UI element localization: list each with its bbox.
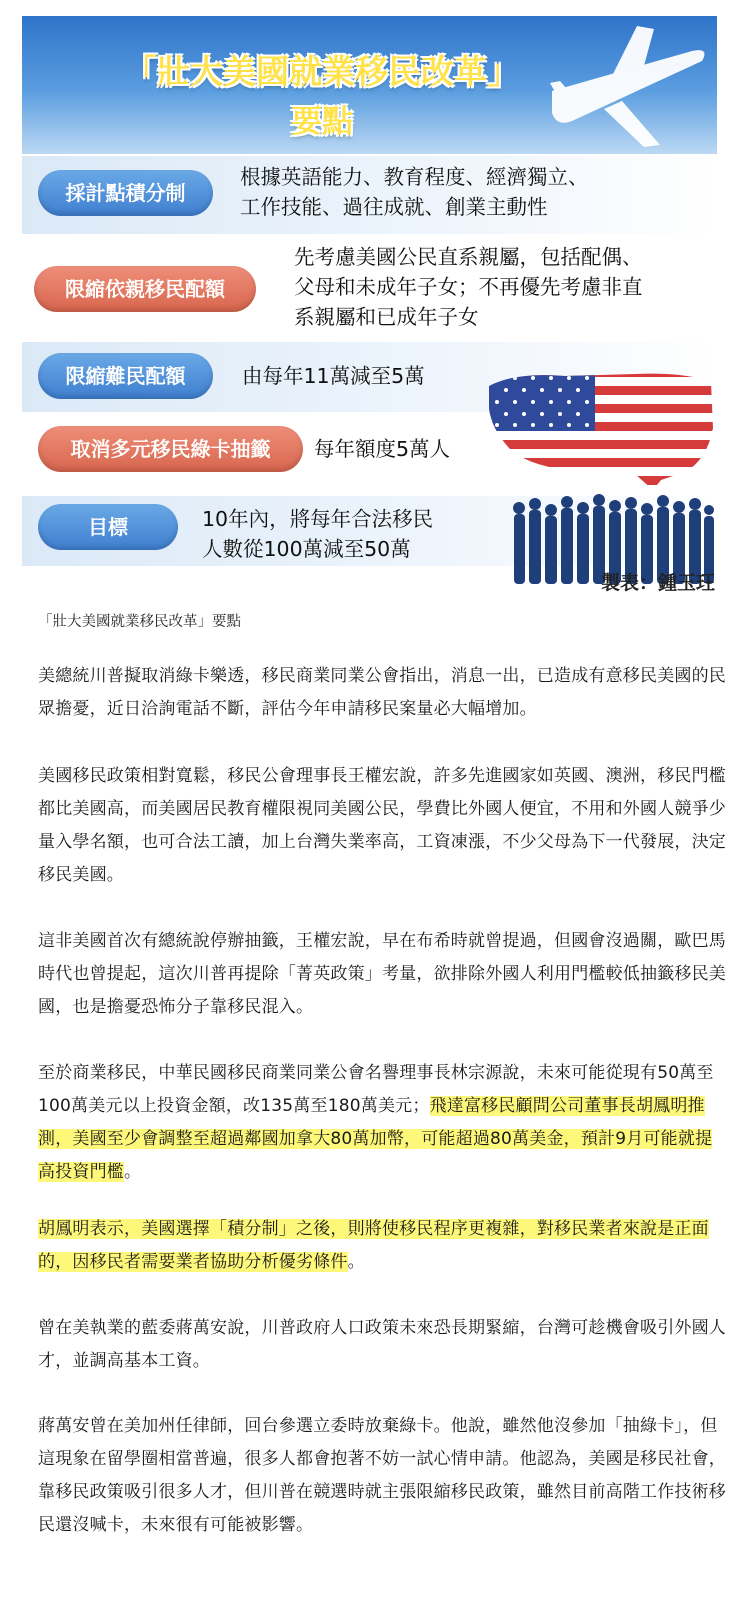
paragraph-3: 這非美國首次有總統說停辦抽籤，王權宏說，早在布希時就曾提過，但國會沒過關，歐巴馬時代也曾提起，這次川普再提除「菁英政策」考量，欲排除外國人利用門檻較低抽籤移民美國，也是擔憂恐怖分子靠移民混入。 <box>38 931 726 1017</box>
infographic-banner <box>22 16 717 154</box>
infographic <box>22 16 717 596</box>
paragraph-1: 美總統川普擬取消綠卡樂透，移民商業同業公會指出，消息一出，已造成有意移民美國的民眾擔憂，近日洽詢電話不斷，評估今年申請移民案量必大幅增加。 <box>38 666 726 719</box>
highlighted-text: 胡鳳明表示，美國選擇「積分制」之後，則將使移民程序更複雜，對移民業者來說是正面的，因移民者需要業者協助分析優劣條件 <box>38 1219 709 1272</box>
pill-goal: 目標 <box>38 504 178 550</box>
desc-line: 系親屬和已成年子女 <box>294 305 479 329</box>
desc-family-quota <box>294 242 643 332</box>
desc-goal <box>202 504 433 564</box>
infographic-credit: 製表：鍾玉玨 <box>600 572 715 594</box>
desc-line: 父母和未成年子女；不再優先考慮非直 <box>294 275 643 299</box>
paragraph-4-text: 至於商業移民，中華民國移民商業同業公會名譽理事長林宗源說，未來可能從現有50萬至100萬美元以上投資金額，改135萬至180萬美元； <box>38 1063 714 1116</box>
infographic-subtitle: 要點 <box>291 104 353 140</box>
desc-lottery <box>314 434 450 464</box>
infographic-title: 「壯大美國就業移民改革」 <box>124 52 520 91</box>
paragraph-4-end: 。 <box>124 1162 142 1182</box>
desc-line: 根據英語能力、教育程度、經濟獨立、 <box>240 165 589 189</box>
paragraph-4 <box>38 1057 728 1189</box>
desc-line: 工作技能、過往成就、創業主動性 <box>240 195 548 219</box>
pill-lottery: 取消多元移民綠卡抽籤 <box>38 426 303 472</box>
desc-line: 由每年11萬減至5萬 <box>242 364 425 388</box>
paragraph-5 <box>38 1213 728 1279</box>
desc-line: 每年額度5萬人 <box>314 437 451 461</box>
image-caption: 「壯大美國就業移民改革」要點 <box>38 614 241 630</box>
airplane-icon <box>542 21 712 151</box>
desc-line: 10年內，將每年合法移民 <box>202 507 434 531</box>
paragraph-2: 美國移民政策相對寬鬆，移民公會理事長王權宏說，許多先進國家如英國、澳洲，移民門檻都比美國高，而美國居民教育權限視同美國公民，學費比外國人便宜，不用和外國人競爭少量入學名額，也可合法工讀，加上台灣失業率高，工資凍漲，不少父母為下一代發展，決定移民美國。 <box>38 766 726 885</box>
desc-line: 先考慮美國公民直系親屬，包括配偶、 <box>294 245 643 269</box>
highlighted-text: 飛達富移民顧問公司董事長胡鳳明推測，美國至少會調整至超過鄰國加拿大80萬加幣，可能超過80萬美金，預計9月可能就提高投資門檻 <box>38 1096 713 1182</box>
desc-refugee-quota <box>242 361 425 391</box>
pill-points-system: 採計點積分制 <box>38 170 213 216</box>
paragraph-6: 曾在美執業的藍委蔣萬安說，川普政府人口政策未來恐長期緊縮，台灣可趁機會吸引外國人才，並調高基本工資。 <box>38 1318 726 1371</box>
pill-refugee-quota: 限縮難民配額 <box>38 353 213 399</box>
us-flag-map-icon <box>485 368 715 490</box>
pill-family-quota: 限縮依親移民配額 <box>34 266 256 312</box>
paragraph-7: 蔣萬安曾在美加州任律師，回台參選立委時放棄綠卡。他說，雖然他沒參加「抽綠卡」，但這現象在留學圈相當普遍，很多人都會抱著不妨一試心情申請。他認為，美國是移民社會，靠移民政策吸引很多人才，但川普在競選時就主張限縮移民政策，雖然目前高階工作技術移民還沒喊卡，未來很有可能被影響。 <box>38 1416 726 1535</box>
desc-points-system <box>240 162 589 222</box>
desc-line: 人數從100萬減至50萬 <box>202 537 411 561</box>
paragraph-5-end: 。 <box>347 1252 365 1272</box>
